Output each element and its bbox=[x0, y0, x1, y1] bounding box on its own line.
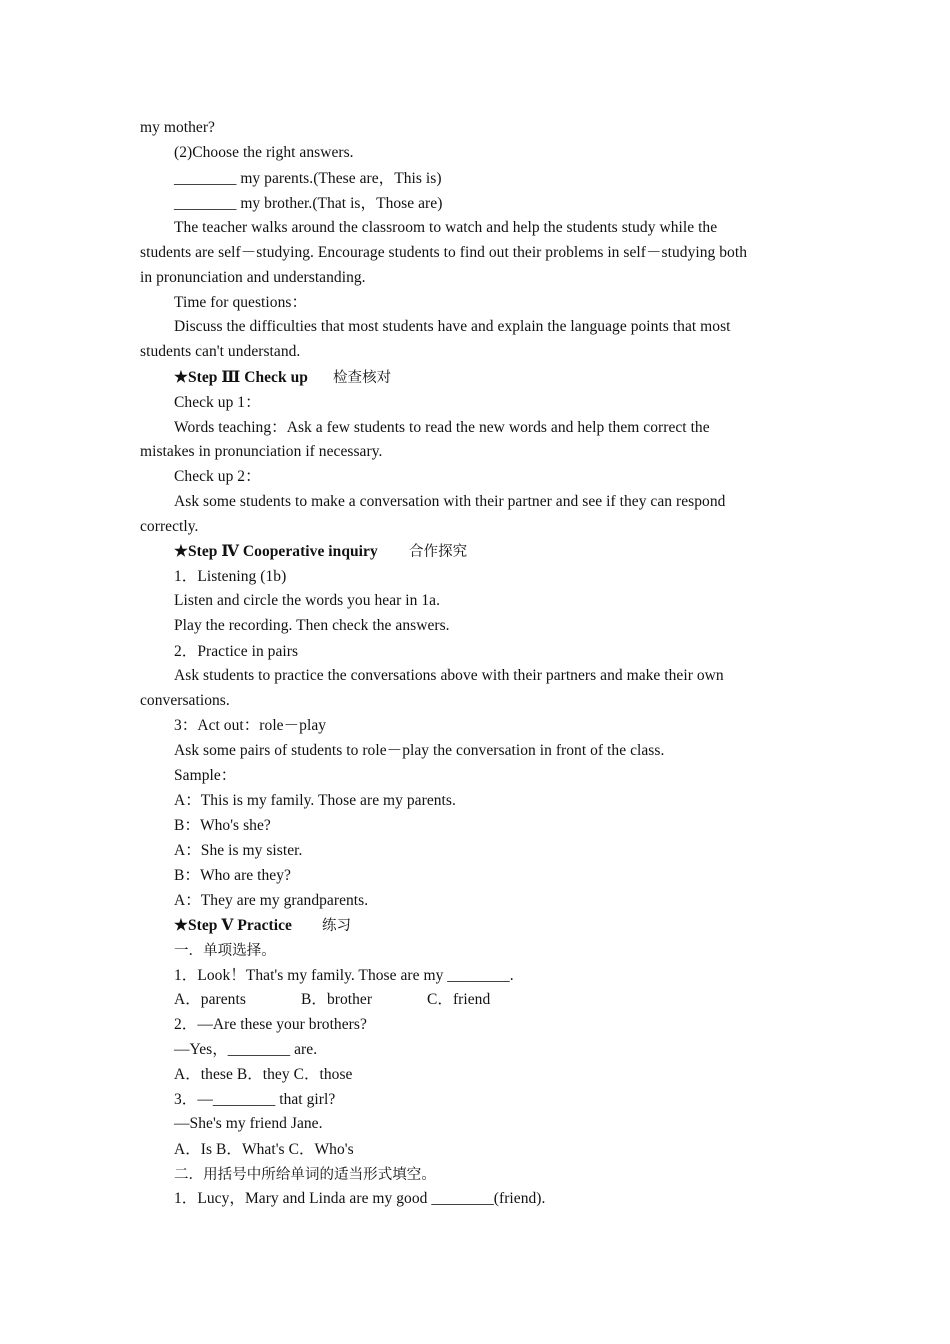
dialogue-line: B：Who are they? bbox=[174, 867, 291, 884]
dialogue-line: A：They are my grandparents. bbox=[174, 892, 369, 909]
paragraph-line: Ask students to practice the conversations above with their partners and make their own bbox=[174, 667, 724, 684]
paragraph-line: in pronunciation and understanding. bbox=[140, 269, 366, 286]
text-line: Time for questions： bbox=[174, 294, 307, 311]
paragraph-line: The teacher walks around the classroom to watch and help the students study while the bbox=[174, 219, 718, 236]
dialogue-line: A：This is my family. Those are my parents. bbox=[174, 792, 456, 809]
question-line: 1．Lucy，Mary and Linda are my good ________(friend). bbox=[174, 1190, 546, 1207]
section-heading: ★Step Ⅳ Cooperative inquiry bbox=[174, 543, 378, 560]
option-a: A．parents bbox=[174, 991, 246, 1008]
text-line: 1．Listening (1b) bbox=[174, 568, 287, 585]
answer-line: —She's my friend Jane. bbox=[174, 1115, 323, 1132]
section-heading-cn: 合作探究 bbox=[409, 544, 468, 560]
answer-line: —Yes，________ are. bbox=[174, 1041, 318, 1058]
text-line: Ask some pairs of students to role－play the conversation in front of the class. bbox=[174, 742, 665, 759]
dialogue-line: B：Who's she? bbox=[174, 817, 271, 834]
text-line: (2)Choose the right answers. bbox=[174, 144, 354, 161]
text-line: Listen and circle the words you hear in 1a. bbox=[174, 592, 440, 609]
option-b: B．brother bbox=[301, 991, 373, 1008]
text-line: Check up 2： bbox=[174, 468, 261, 485]
section-heading: ★Step Ⅴ Practice bbox=[174, 917, 292, 934]
paragraph-line: students are self－studying. Encourage students to find out their problems in self－studying both bbox=[140, 244, 748, 261]
text-line: 3：Act out：role－play bbox=[174, 717, 327, 734]
text-line: Check up 1： bbox=[174, 394, 261, 411]
text-line: Play the recording. Then check the answers. bbox=[174, 617, 450, 634]
text-line: Sample： bbox=[174, 767, 237, 784]
exercise-heading: 二．用括号中所给单词的适当形式填空。 bbox=[174, 1167, 436, 1183]
options-line: A．Is B．What's C．Who's bbox=[174, 1141, 354, 1158]
paragraph-line: conversations. bbox=[140, 692, 230, 709]
exercise-heading: 一．单项选择。 bbox=[174, 943, 276, 959]
text-line: my mother? bbox=[140, 119, 215, 136]
question-line: 1．Look！That's my family. Those are my ________. bbox=[174, 967, 514, 984]
section-heading-cn: 练习 bbox=[322, 918, 352, 934]
paragraph-line: correctly. bbox=[140, 518, 199, 535]
question-line: 3．—________ that girl? bbox=[174, 1091, 336, 1108]
paragraph-line: Words teaching：Ask a few students to read the new words and help them correct the bbox=[174, 419, 710, 436]
options-line: A．these B．they C．those bbox=[174, 1066, 353, 1083]
paragraph-line: students can't understand. bbox=[140, 343, 301, 360]
paragraph-line: Ask some students to make a conversation with their partner and see if they can respond bbox=[174, 493, 726, 510]
text-line: 2．Practice in pairs bbox=[174, 643, 299, 660]
exercise-line: ________ my parents.(These are，This is) bbox=[174, 170, 442, 187]
section-heading: ★Step Ⅲ Check up bbox=[174, 369, 308, 386]
question-line: 2．—Are these your brothers? bbox=[174, 1016, 367, 1033]
section-heading-cn: 检查核对 bbox=[333, 370, 392, 386]
paragraph-line: mistakes in pronunciation if necessary. bbox=[140, 443, 383, 460]
dialogue-line: A：She is my sister. bbox=[174, 842, 303, 859]
option-c: C．friend bbox=[427, 991, 491, 1008]
paragraph-line: Discuss the difficulties that most students have and explain the language points that most bbox=[174, 318, 731, 335]
exercise-line: ________ my brother.(That is，Those are) bbox=[174, 195, 443, 212]
